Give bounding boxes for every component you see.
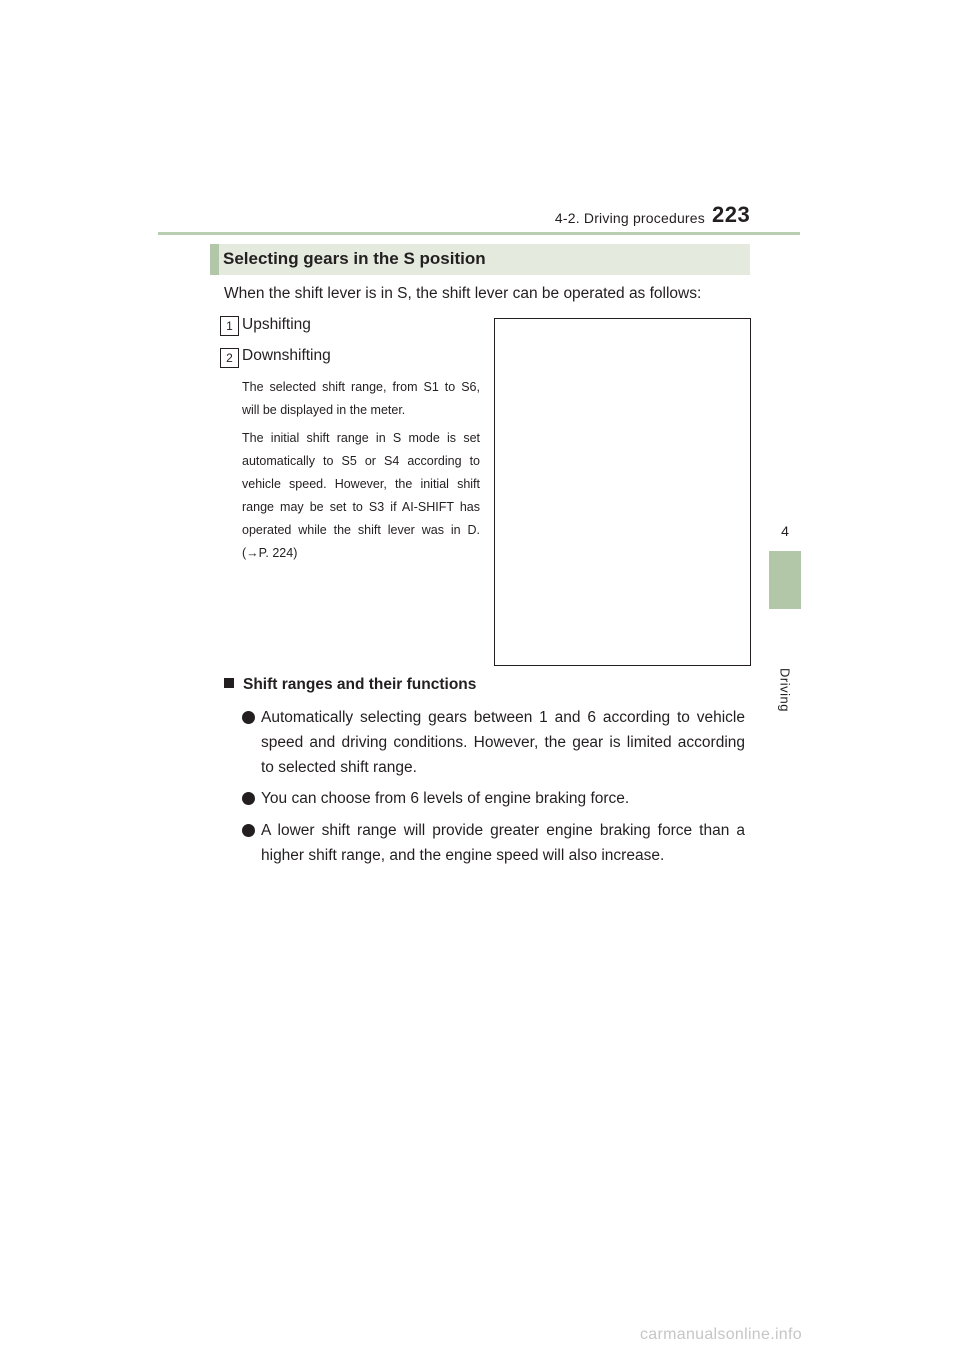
watermark: carmanualsonline.info <box>640 1326 802 1343</box>
square-bullet-icon <box>224 678 234 688</box>
bullet-dot-icon <box>242 792 255 805</box>
section-title: Selecting gears in the S position <box>223 249 486 268</box>
note-paragraph: The selected shift range, from S1 to S6, will be displayed in the meter. <box>242 380 480 417</box>
subsection-heading <box>224 676 476 694</box>
bullet-dot-icon <box>242 824 255 837</box>
step-label-upshifting: Upshifting <box>242 316 311 333</box>
step-number-badge: 1 <box>220 316 239 336</box>
chapter-tab <box>769 551 801 609</box>
bullet-dot-icon <box>242 711 255 724</box>
step-number-badge: 2 <box>220 348 239 368</box>
list-item-text: A lower shift range will provide greater engine braking force than a higher shift range, and the engine speed will also increase. <box>261 822 745 864</box>
subsection-title: Shift ranges and their functions <box>243 676 477 693</box>
header-divider <box>158 232 800 235</box>
header-section-title: 4-2. Driving procedures <box>554 210 705 226</box>
chapter-number: 4 <box>781 523 789 539</box>
page-number: 223 <box>712 202 751 227</box>
list-item-text: Automatically selecting gears between 1 and 6 according to vehicle speed and driving conditions. However, the gear is limited according to selected shift range. <box>261 709 745 776</box>
list-item-text: You can choose from 6 levels of engine braking force. <box>261 790 630 807</box>
list-item <box>242 786 745 811</box>
list-item <box>242 705 745 780</box>
chapter-label <box>768 660 802 720</box>
chapter-label-text: Driving <box>777 668 793 712</box>
list-item <box>242 818 745 868</box>
illustration-frame <box>494 318 751 666</box>
step-label-downshifting: Downshifting <box>242 347 331 364</box>
note-paragraph: The initial shift range in S mode is set automatically to S5 or S4 according to vehicle speed. However, the initial shift range may be set to S3 if AI-SHIFT has operated while the shift lever was in D. (→P. 224) <box>242 431 480 560</box>
section-intro: When the shift lever is in S, the shift lever can be operated as follows: <box>224 285 702 302</box>
section-heading-accent <box>210 244 219 275</box>
